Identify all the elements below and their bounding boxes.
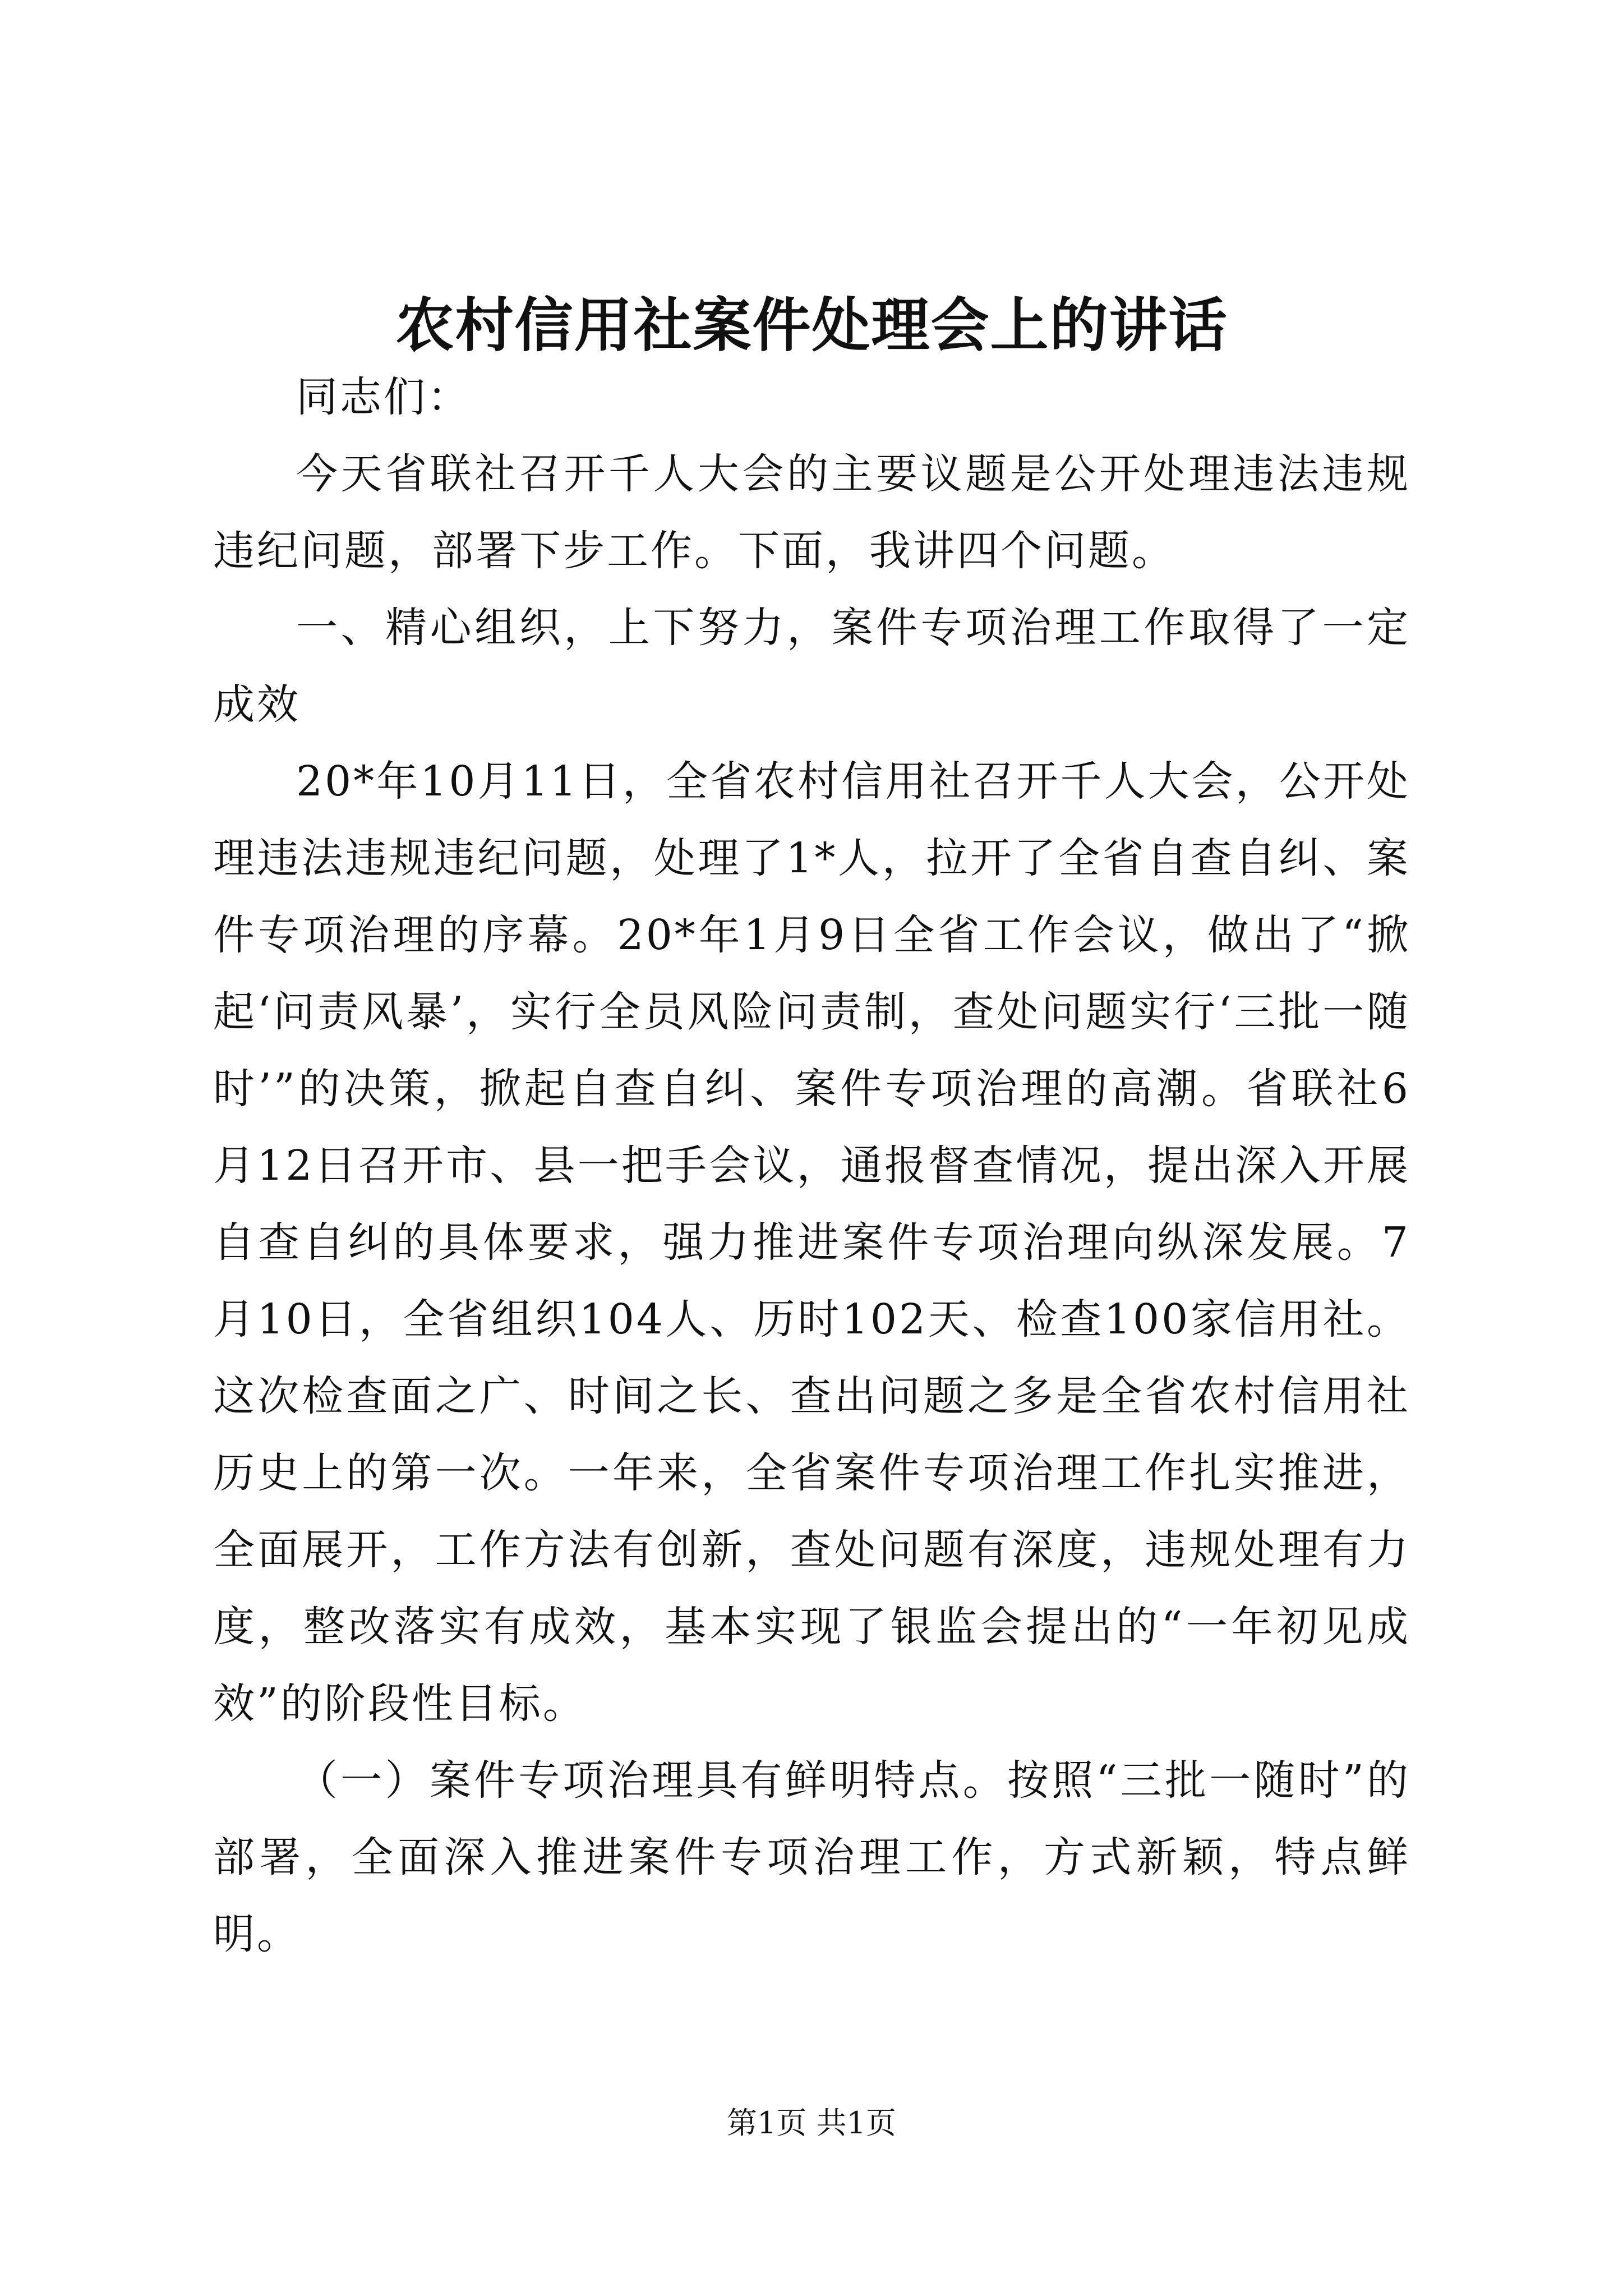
section-heading-one: 一、精心组织，上下努力，案件专项治理工作取得了一定成效: [213, 604, 1410, 729]
paragraph-intro: 今天省联社召开千人大会的主要议题是公开处理违法违规违纪问题，部署下步工作。下面，我讲四个问题。: [213, 450, 1410, 575]
paragraph-salutation: 同志们：: [296, 373, 471, 421]
paragraph-main: 20*年10月11日，全省农村信用社召开千人大会，公开处理违法违规违纪问题，处理了1*人，拉开了全省自查自纠、案件专项治理的序幕。20*年1月9日全省工作会议，做出了“掀起‘问责风暴’，实行全员风险问责制，查处问题实行‘三批一随时’”的决策，掀起自查自纠、案件专项治理的高潮。省联社6月12日召开市、县一把手会议，通报督查情况，提出深入开展自查自纠的具体要求，强力推进案件专项治理向纵深发展。7月10日，全省组织104人、历时102天、检查100家信用社。这次检查面之广、时间之长、查出问题之多是全省农村信用社历史上的第一次。一年来，全省案件专项治理工作扎实推进，全面展开，工作方法有创新，查处问题有深度，违规处理有力度，整改落实有成效，基本实现了银监会提出的“一年初见成效”的阶段性目标。: [213, 757, 1410, 1728]
page-number-footer: 第1页 共1页: [727, 2105, 896, 2141]
paragraph-subsection-one: （一）案件专项治理具有鲜明特点。按照“三批一随时”的部署，全面深入推进案件专项治理工作，方式新颖，特点鲜明。: [213, 1756, 1410, 1958]
document-title: 农村信用社案件处理会上的讲话: [395, 291, 1228, 360]
document-body: [213, 359, 1410, 1973]
